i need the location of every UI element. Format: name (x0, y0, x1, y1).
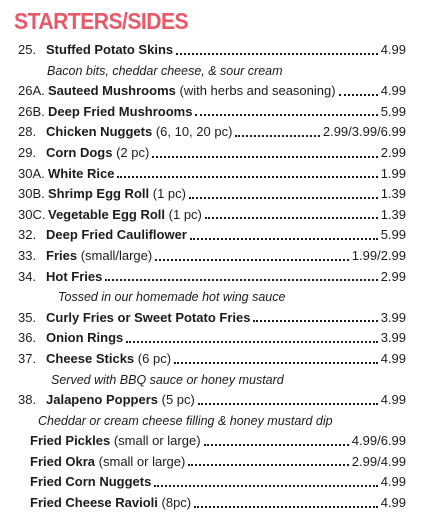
item-number: 34. (18, 268, 37, 284)
menu-item (0, 390, 426, 411)
dot-leader (194, 491, 378, 508)
item-price: 4.99 (380, 42, 406, 57)
dot-leader (152, 141, 377, 158)
item-number: 30C. (18, 206, 46, 222)
item-name: Corn Dogs (46, 144, 113, 160)
item-price: 4.99 (380, 495, 406, 511)
item-price: 4.99 (380, 83, 406, 99)
item-detail: (small or large) (113, 433, 201, 449)
item-name: Curly Fries or Sweet Potato Fries (46, 309, 251, 325)
item-price: 5.99 (380, 103, 406, 119)
item-detail: (6, 10, 20 pc) (155, 124, 233, 140)
item-price: 4.99 (380, 392, 406, 408)
dot-leader (176, 38, 378, 55)
item-price: 2.99 (380, 144, 406, 160)
dot-leader (205, 202, 378, 219)
item-detail: (6 pc) (137, 350, 172, 366)
item-name: Vegetable Egg Roll (48, 206, 166, 222)
item-name: Sauteed Mushrooms (48, 83, 176, 99)
dot-leader (105, 264, 377, 281)
dot-leader (195, 99, 377, 116)
item-number: 32. (18, 227, 37, 243)
item-price: 2.99 (380, 268, 406, 284)
dot-leader (188, 449, 348, 466)
item-description: Bacon bits, cheddar cheese, & sour cream (47, 63, 283, 78)
item-number: 29. (18, 144, 37, 160)
item-price: 3.99 (380, 309, 406, 325)
item-number: 35. (18, 309, 37, 325)
item-name: White Rice (48, 165, 115, 181)
item-name: Stuffed Potato Skins (46, 42, 174, 57)
item-number: 25. (18, 42, 37, 57)
item-detail: (small or large) (98, 453, 186, 469)
item-price: 1.99/2.99 (351, 247, 406, 263)
item-number: 38. (18, 392, 37, 408)
dot-leader (154, 470, 377, 487)
dot-leader (117, 161, 377, 178)
dot-leader (204, 429, 349, 446)
item-price: 4.99 (380, 350, 406, 366)
item-price: 4.99 (380, 474, 406, 490)
item-description: Served with BBQ sauce or honey mustard (51, 372, 284, 387)
item-name: Deep Fried Cauliflower (46, 227, 187, 243)
item-detail: (2 pc) (116, 144, 150, 160)
dot-leader (189, 182, 378, 199)
item-name: Fried Cheese Ravioli (30, 495, 158, 511)
item-number: 30A. (18, 165, 45, 181)
dot-leader (235, 120, 319, 137)
item-number: 33. (18, 247, 37, 263)
item-detail: (small/large) (80, 247, 153, 263)
menu-item (0, 349, 426, 370)
dot-leader (190, 223, 378, 240)
dot-leader (155, 244, 349, 261)
item-price: 5.99 (380, 227, 406, 243)
dot-leader (198, 388, 378, 405)
item-name: Onion Rings (46, 330, 124, 346)
item-description: Cheddar or cream cheese filling & honey mustard dip (38, 413, 333, 428)
item-detail: (1 pc) (152, 186, 186, 202)
item-number: 36. (18, 330, 37, 346)
item-name: Fries (46, 247, 78, 263)
dot-leader (174, 347, 378, 364)
dot-leader (126, 326, 377, 343)
menu-list (0, 40, 426, 514)
menu-item (0, 40, 426, 61)
menu-item (0, 493, 426, 514)
item-price: 3.99 (380, 330, 406, 346)
item-detail: (8pc) (161, 495, 192, 511)
item-number: 26B. (18, 103, 45, 119)
item-name: Fried Okra (30, 453, 96, 469)
item-price: 1.39 (380, 206, 406, 222)
item-name: Fried Pickles (30, 433, 111, 449)
item-price: 1.99 (380, 165, 406, 181)
item-name: Chicken Nuggets (46, 124, 153, 140)
item-name: Hot Fries (46, 268, 103, 284)
item-detail: (with herbs and seasoning) (179, 83, 336, 99)
item-name: Deep Fried Mushrooms (48, 103, 193, 119)
dot-leader (339, 79, 378, 96)
section-title: STARTERS/SIDES (14, 8, 189, 34)
item-name: Cheese Sticks (46, 350, 135, 366)
item-number: 28. (18, 124, 37, 140)
item-price: 4.99/6.99 (351, 433, 406, 449)
item-price: 2.99/4.99 (351, 453, 406, 469)
menu-item (0, 102, 426, 123)
item-detail: (5 pc) (161, 392, 195, 408)
item-name: Fried Corn Nuggets (30, 474, 152, 490)
item-number: 30B. (18, 186, 45, 202)
item-detail: (1 pc) (168, 206, 202, 222)
item-name: Shrimp Egg Roll (48, 186, 150, 202)
menu-item (0, 267, 426, 288)
item-number: 37. (18, 350, 37, 366)
item-description: Tossed in our homemade hot wing sauce (58, 290, 286, 305)
item-name: Jalapeno Poppers (46, 392, 158, 408)
item-number: 26A. (18, 83, 45, 99)
dot-leader (253, 305, 377, 322)
item-price: 1.39 (380, 186, 406, 202)
item-price: 2.99/3.99/6.99 (322, 124, 406, 140)
